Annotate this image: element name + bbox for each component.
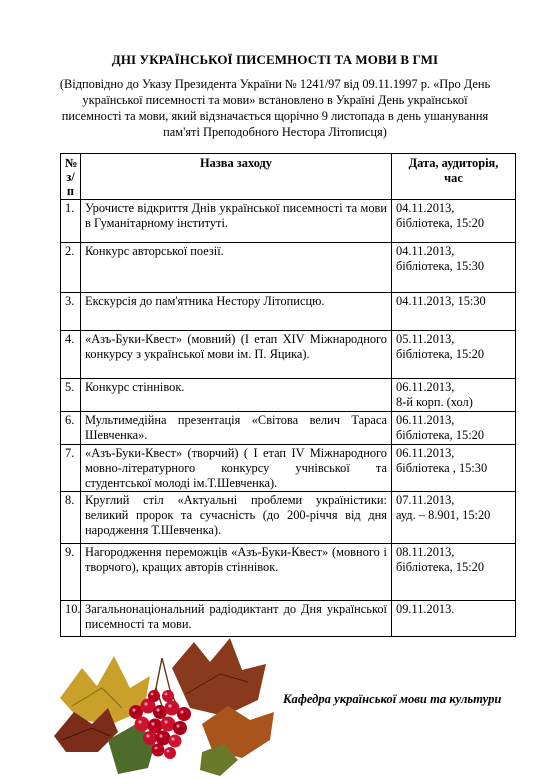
table-row (61, 200, 516, 243)
department-signature: Кафедра української мови та культури (283, 692, 502, 706)
row-date (392, 601, 516, 637)
row-event-name: Загальнонаціональний радіодиктант до Дня української писемності та мови. (81, 601, 392, 637)
row-number: 10. (61, 601, 81, 637)
row-date (392, 243, 516, 293)
row-date-line2: бібліотека, 15:20 (396, 346, 485, 361)
row-date-line2: бібліотека, 15:20 (396, 215, 485, 230)
row-date-line2: ауд. – 8.901, 15:20 (396, 508, 491, 523)
row-date-line1: 07.11.2013, (396, 493, 455, 508)
row-number: 1. (61, 200, 81, 243)
row-date (392, 492, 516, 544)
table-header-row (61, 154, 516, 200)
document-subtitle: (Відповідно до Указу Президента України № 1241/97 від 09.11.1997 р. «Про День української писемності та мови» встановлено в Україні День української писемності та мови, який відзначається щорічно 9 листопада в день ушанування пам'яті Преподобного Нестора Літописця) (59, 77, 491, 139)
header-number (61, 154, 81, 200)
row-date-line2: бібліотека, 15:20 (396, 427, 485, 442)
row-date-line1: 04.11.2013, (396, 244, 455, 258)
row-event-name: Мультимедійна презентація «Світова велич Тараса Шевченка». (81, 412, 392, 445)
header-number-line2: з/ (66, 170, 75, 184)
row-event-name: Круглий стіл «Актуальні проблеми україністики: великий пророк та сучасність (до 200-річчя від дня народження Т.Шевченка). (81, 492, 392, 544)
row-date (392, 331, 516, 379)
table-row (61, 331, 516, 379)
row-date (392, 379, 516, 412)
table-row (61, 445, 516, 492)
header-number-line3: п (66, 184, 75, 198)
header-event-name: Назва заходу (81, 154, 392, 200)
events-table (60, 153, 516, 637)
viburnum-berries-illustration (52, 628, 284, 778)
row-date-line1: 04.11.2013, (396, 201, 455, 215)
row-date (392, 445, 516, 492)
row-date (392, 293, 516, 331)
row-number: 2. (61, 243, 81, 293)
row-event-name: «Азъ-Буки-Квест» (творчий) ( І етап IV Міжнародного мовно-літературного конкурсу учнівської та студентської молоді ім.Т.Шевченка). (81, 445, 392, 492)
row-event-name: Конкурс стіннівок. (81, 379, 392, 412)
row-date (392, 200, 516, 243)
row-date-line1: 09.11.2013. (396, 602, 455, 617)
header-date-line2: час (444, 170, 463, 185)
table-row (61, 243, 516, 293)
row-number: 8. (61, 492, 81, 544)
row-number: 3. (61, 293, 81, 331)
header-number-line1: № (65, 156, 78, 170)
row-event-name: Нагородження переможців «Азъ-Буки-Квест» (мовного і творчого), кращих авторів стіннівок. (81, 544, 392, 601)
row-number: 5. (61, 379, 81, 412)
row-number: 9. (61, 544, 81, 601)
row-number: 7. (61, 445, 81, 492)
row-date-line1: 08.11.2013, (396, 545, 455, 560)
row-date-line2: бібліотека, 15:20 (396, 560, 485, 575)
table-row (61, 412, 516, 445)
row-date-line1: 04.11.2013, 15:30 (396, 294, 486, 308)
row-event-name: «Азъ-Буки-Квест» (мовний) (І етап XIV Міжнародного конкурсу з української мови ім. П. Яцика). (81, 331, 392, 379)
row-date-line1: 06.11.2013, (396, 446, 455, 460)
row-date-line1: 06.11.2013, (396, 413, 455, 427)
row-date-line2: бібліотека , 15:30 (396, 460, 488, 475)
row-event-name: Екскурсія до пам'ятника Нестору Літописцю. (81, 293, 392, 331)
row-number: 4. (61, 331, 81, 379)
table-row (61, 293, 516, 331)
row-event-name: Конкурс авторської поезії. (81, 243, 392, 293)
document-title: ДНІ УКРАЇНСЬКОЇ ПИСЕМНОСТІ ТА МОВИ В ГМІ (111, 52, 439, 67)
leaf-icon (172, 638, 266, 716)
row-number: 6. (61, 412, 81, 445)
table-row (61, 492, 516, 544)
row-date-line2: 8-й корп. (хол) (396, 394, 473, 409)
header-date-line1: Дата, аудиторія, (408, 156, 499, 170)
row-date-line1: 05.11.2013, (396, 332, 455, 346)
header-date (392, 154, 516, 200)
row-date (392, 544, 516, 601)
row-date (392, 412, 516, 445)
table-row (61, 379, 516, 412)
row-date-line2: бібліотека, 15:30 (396, 258, 485, 273)
row-event-name: Урочисте відкриття Днів української писемності та мови в Гуманітарному інституті. (81, 200, 392, 243)
row-date-line1: 06.11.2013, (396, 380, 455, 394)
table-row (61, 544, 516, 601)
